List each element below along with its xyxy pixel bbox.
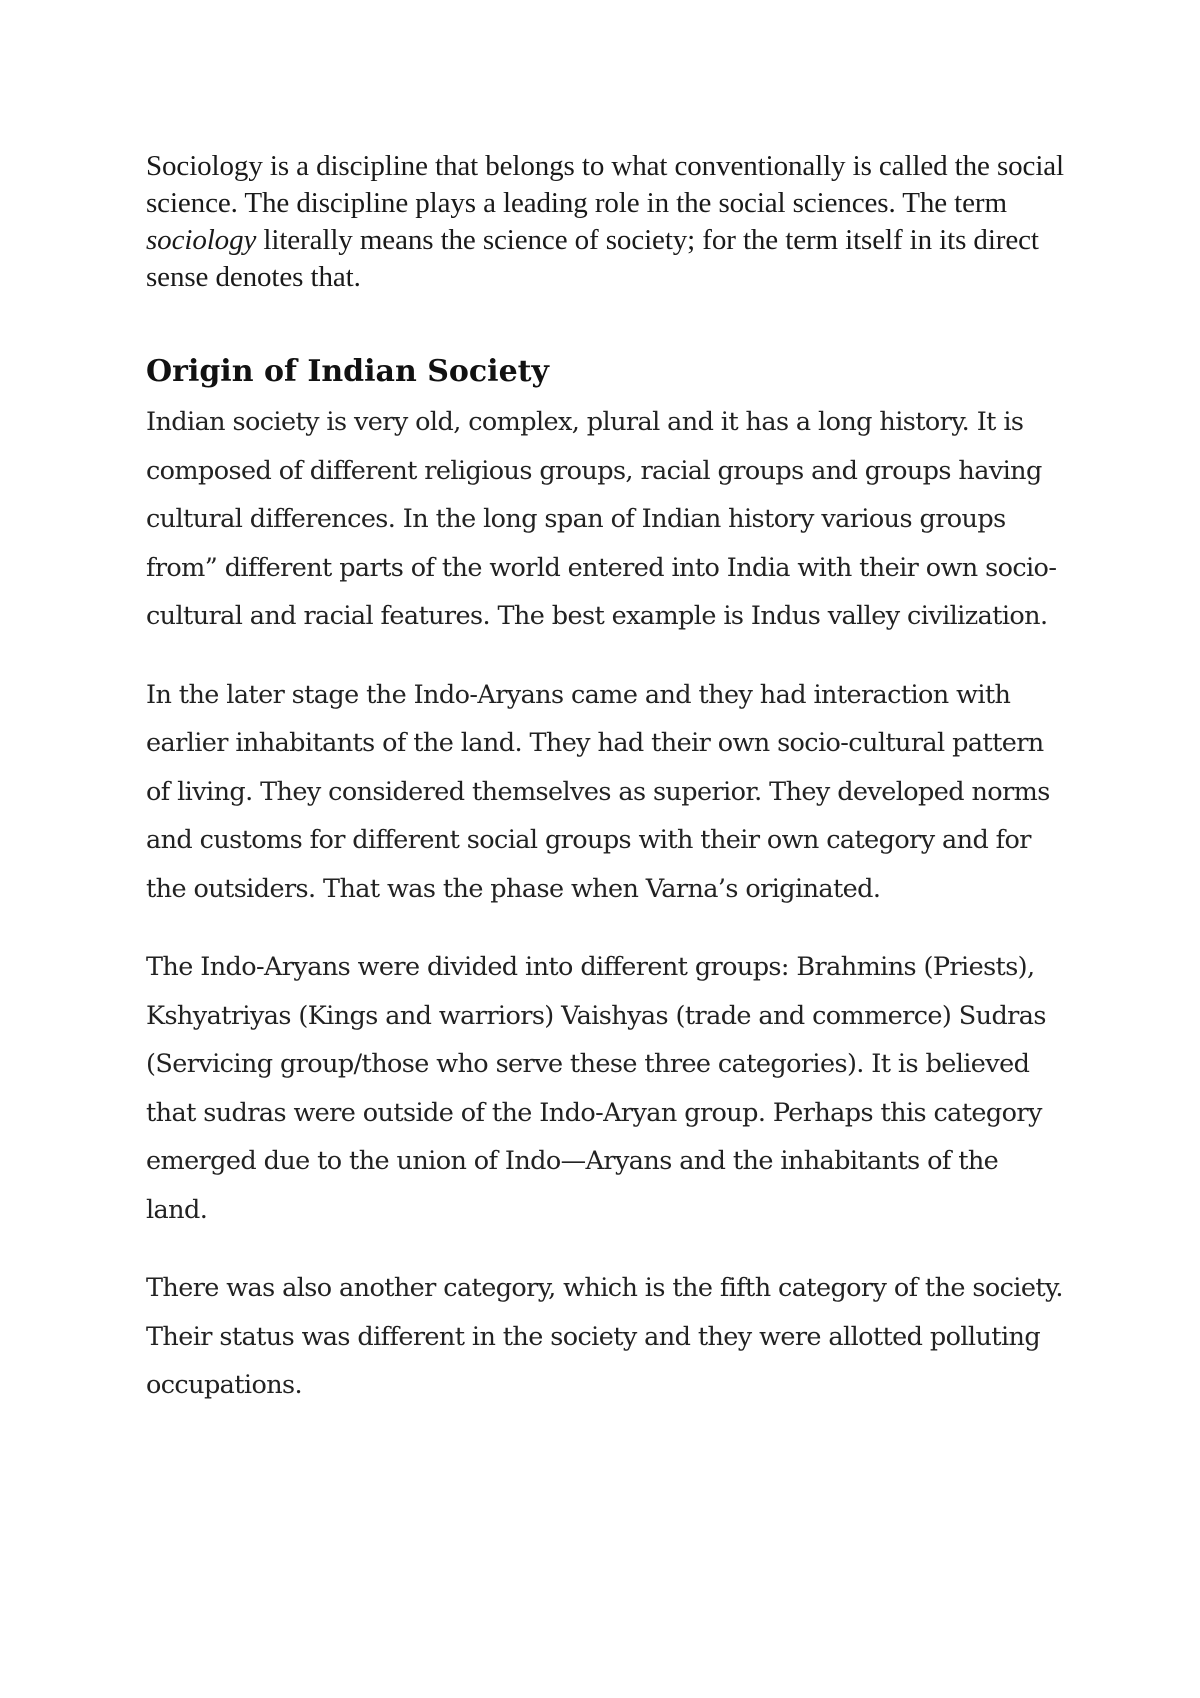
section-heading: Origin of Indian Society [146, 354, 549, 389]
section-paragraph-3: The Indo-Aryans were divided into different groups: Brahmins (Priests), Kshyatriyas (Kings and warriors) Vaishyas (trade and commerce) Sudras (Servicing group/those who serve these three categories). It is believed that sudras were outside of the Indo-Aryan group. Perhaps this category emerged due to the union of Indo—Aryans and the inhabitants of the land. [146, 952, 1046, 1225]
section-paragraph-1: Indian society is very old, complex, plural and it has a long history. It is composed of different religious groups, racial groups and groups having cultural differences. In the long span of Indian history various groups from” different parts of the world entered into India with their own socio-cultural and racial features. The best example is Indus valley civilization. [146, 407, 1057, 631]
section-paragraph-4: There was also another category, which is the fifth category of the society. Their status was different in the society and they were allotted polluting occupations. [146, 1273, 1063, 1400]
document-body [146, 148, 1066, 1440]
intro-text-start: Sociology is a discipline that belongs to what conventionally is called the social science. The discipline plays a leading role in the social sciences. The term [146, 150, 1065, 219]
intro-paragraph [146, 148, 1066, 296]
intro-italic-term: sociology [146, 224, 257, 256]
intro-text-end: literally means the science of society; for the term itself in its direct sense denotes that. [146, 224, 1039, 293]
section-paragraph-2: In the later stage the Indo-Aryans came and they had interaction with earlier inhabitants of the land. They had their own socio-cultural pattern of living. They considered themselves as superior. They developed norms and customs for different social groups with their own category and for the outsiders. That was the phase when Varna’s originated. [146, 679, 1050, 904]
